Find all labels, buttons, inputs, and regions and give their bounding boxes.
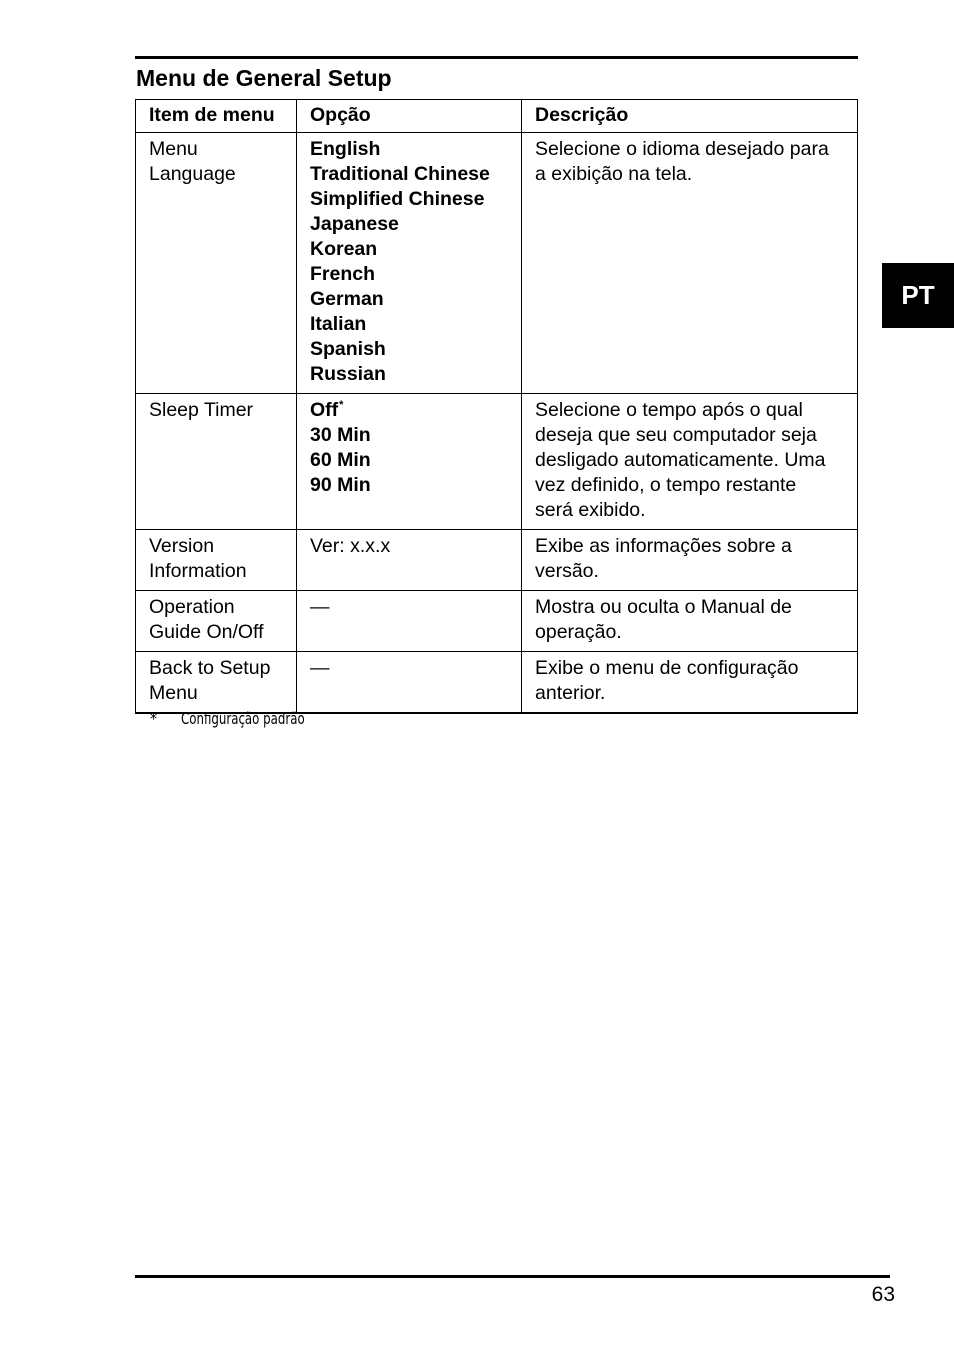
table-row bbox=[136, 591, 858, 652]
option-text: Korean bbox=[310, 238, 378, 260]
option-text: 90 Min bbox=[310, 474, 371, 496]
option-entry bbox=[310, 312, 511, 337]
option-entry bbox=[310, 595, 511, 620]
header-item: Item de menu bbox=[136, 100, 297, 133]
default-marker: * bbox=[339, 399, 344, 411]
top-rule bbox=[135, 56, 858, 59]
option-text: Traditional Chinese bbox=[310, 163, 490, 185]
cell-menu-item bbox=[136, 133, 297, 394]
option-text: Off bbox=[310, 399, 339, 421]
table-row bbox=[136, 530, 858, 591]
option-text: 30 Min bbox=[310, 424, 371, 446]
cell-description bbox=[522, 133, 858, 394]
menu-item-text: Version bbox=[149, 535, 215, 557]
option-entry bbox=[310, 237, 511, 262]
cell-options bbox=[297, 591, 522, 652]
cell-menu-item bbox=[136, 652, 297, 714]
option-entry bbox=[310, 162, 511, 187]
menu-item-text: Language bbox=[149, 163, 236, 185]
option-text: German bbox=[310, 288, 384, 310]
option-text: Ver: x.x.x bbox=[310, 535, 391, 557]
option-entry bbox=[310, 398, 511, 423]
cell-description bbox=[522, 394, 858, 530]
option-entry bbox=[310, 212, 511, 237]
header-option: Opção bbox=[297, 100, 522, 133]
option-entry bbox=[310, 473, 511, 498]
description-text: versão. bbox=[535, 560, 599, 582]
option-text: Simplified Chinese bbox=[310, 188, 485, 210]
cell-options bbox=[297, 133, 522, 394]
page-number: 63 bbox=[871, 1283, 895, 1306]
menu-item-text: Back to Setup bbox=[149, 657, 271, 679]
description-text: operação. bbox=[535, 621, 622, 643]
menu-item-text: Guide On/Off bbox=[149, 621, 264, 643]
option-text: Japanese bbox=[310, 213, 399, 235]
description-text: vez definido, o tempo restante bbox=[535, 474, 797, 496]
table-row bbox=[136, 652, 858, 714]
menu-item-text: Operation bbox=[149, 596, 235, 618]
description-text: Selecione o idioma desejado para bbox=[535, 138, 829, 160]
option-entry bbox=[310, 448, 511, 473]
general-setup-table bbox=[135, 99, 858, 714]
cell-menu-item bbox=[136, 591, 297, 652]
option-entry bbox=[310, 187, 511, 212]
option-text: — bbox=[310, 596, 330, 618]
option-text: French bbox=[310, 263, 376, 285]
option-text: Italian bbox=[310, 313, 367, 335]
option-entry bbox=[310, 423, 511, 448]
cell-description bbox=[522, 591, 858, 652]
cell-options bbox=[297, 652, 522, 714]
language-tab: PT bbox=[882, 263, 954, 328]
cell-description bbox=[522, 652, 858, 714]
description-text: anterior. bbox=[535, 682, 606, 704]
option-entry bbox=[310, 137, 511, 162]
option-text: — bbox=[310, 657, 330, 679]
description-text: será exibido. bbox=[535, 499, 646, 521]
section-title: Menu de General Setup bbox=[136, 65, 392, 91]
table-row bbox=[136, 133, 858, 394]
header-description: Descrição bbox=[522, 100, 858, 133]
table-row bbox=[136, 394, 858, 530]
description-text: a exibição na tela. bbox=[535, 163, 693, 185]
table-header-row bbox=[136, 100, 858, 133]
option-text: English bbox=[310, 138, 381, 160]
option-entry bbox=[310, 534, 511, 559]
cell-options bbox=[297, 394, 522, 530]
option-entry bbox=[310, 337, 511, 362]
menu-item-text: Menu bbox=[149, 682, 198, 704]
description-text: Exibe as informações sobre a bbox=[535, 535, 792, 557]
option-text: 60 Min bbox=[310, 449, 371, 471]
cell-description bbox=[522, 530, 858, 591]
cell-menu-item bbox=[136, 530, 297, 591]
cell-menu-item bbox=[136, 394, 297, 530]
option-text: Spanish bbox=[310, 338, 386, 360]
cell-options bbox=[297, 530, 522, 591]
footnote-marker: * bbox=[150, 709, 158, 728]
footnote bbox=[150, 708, 332, 730]
menu-item-text: Sleep Timer bbox=[149, 399, 254, 421]
bottom-rule bbox=[135, 1275, 890, 1278]
option-entry bbox=[310, 362, 511, 387]
description-text: desligado automaticamente. Uma bbox=[535, 449, 826, 471]
option-entry bbox=[310, 656, 511, 681]
footnote-text: Configuração padrão bbox=[181, 709, 305, 728]
description-text: Exibe o menu de configuração bbox=[535, 657, 799, 679]
option-entry bbox=[310, 262, 511, 287]
menu-item-text: Menu bbox=[149, 138, 198, 160]
description-text: Selecione o tempo após o qual bbox=[535, 399, 803, 421]
option-entry bbox=[310, 287, 511, 312]
description-text: deseja que seu computador seja bbox=[535, 424, 817, 446]
option-text: Russian bbox=[310, 363, 386, 385]
description-text: Mostra ou oculta o Manual de bbox=[535, 596, 792, 618]
menu-item-text: Information bbox=[149, 560, 247, 582]
